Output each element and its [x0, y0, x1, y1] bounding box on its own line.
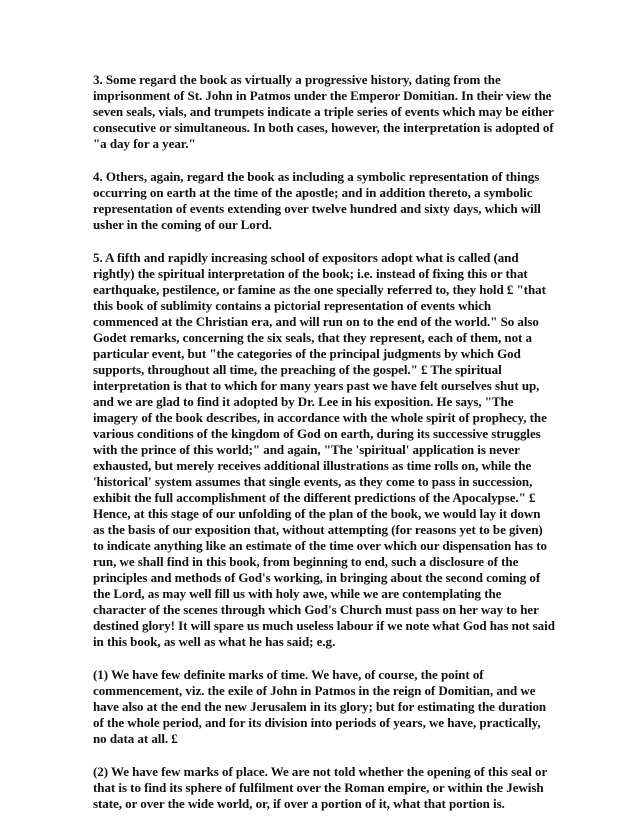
paragraph-3: 3. Some regard the book as virtually a progressive history, dating from the imprisonment of St. John in Patmos under the Emperor Domitian. In their view the seven seals, vials, and trumpets indicate a triple series of events which may be either consecutive or simultaneous. In both cases, however, the interpretation is adopted of "a day for a year."	[93, 72, 554, 151]
paragraph-4: 4. Others, again, regard the book as including a symbolic representation of things occurring on earth at the time of the apostle; and in addition thereto, a symbolic representation of events extending over twelve hundred and sixty days, which will usher in the coming of our Lord.	[93, 169, 541, 232]
document-page	[93, 72, 555, 829]
paragraph-note-1: (1) We have few definite marks of time. We have, of course, the point of commencement, viz. the exile of John in Patmos in the reign of Domitian, and we have also at the end the new Jerusalem in its glory; but for estimating the duration of the whole period, and for its division into periods of years, we have, practically, no data at all. £	[93, 667, 547, 746]
paragraph-note-2: (2) We have few marks of place. We are not told whether the opening of this seal or that is to find its sphere of fulfilment over the Roman empire, or within the Jewish state, or over the wide world, or, if over a portion of it, what that portion is.	[93, 764, 547, 811]
paragraph-5: 5. A fifth and rapidly increasing school of expositors adopt what is called (and rightly) the spiritual interpretation of the book; i.e. instead of fixing this or that earthquake, pestilence, or famine as the one specially referred to, they hold £ "that this book of sublimity contains a pictorial representation of events which commenced at the Christian era, and will run on to the end of the world." So also Godet remarks, concerning the six seals, that they represent, each of them, not a particular event, but "the categories of the principal judgments by which God supports, throughout all time, the preaching of the gospel." £ The spiritual interpretation is that to which for many years past we have felt ourselves shut up, and we are glad to find it adopted by Dr. Lee in his exposition. He says, "The imagery of the book describes, in accordance with the whole spirit of prophecy, the various conditions of the kingdom of God on earth, during its successive struggles with the prince of this world;" and again, "The 'spiritual' application is never exhausted, but merely receives additional illustrations as time rolls on, while the 'historical' system assumes that single events, as they come to pass in succession, exhibit the full accomplishment of the different predictions of the Apocalypse." £ Hence, at this stage of our unfolding of the plan of the book, we would lay it down as the basis of our exposition that, without attempting (for reasons yet to be given) to indicate anything like an estimate of the time over which our dispensation has to run, we shall find in this book, from beginning to end, such a disclosure of the principles and methods of God's working, in bringing about the second coming of the Lord, as may well fill us with holy awe, while we are contemplating the character of the scenes through which God's Church must pass on her way to her destined glory! It will spare us much useless labour if we note what God has not said in this book, as well as what he has said; e.g.	[93, 250, 555, 649]
